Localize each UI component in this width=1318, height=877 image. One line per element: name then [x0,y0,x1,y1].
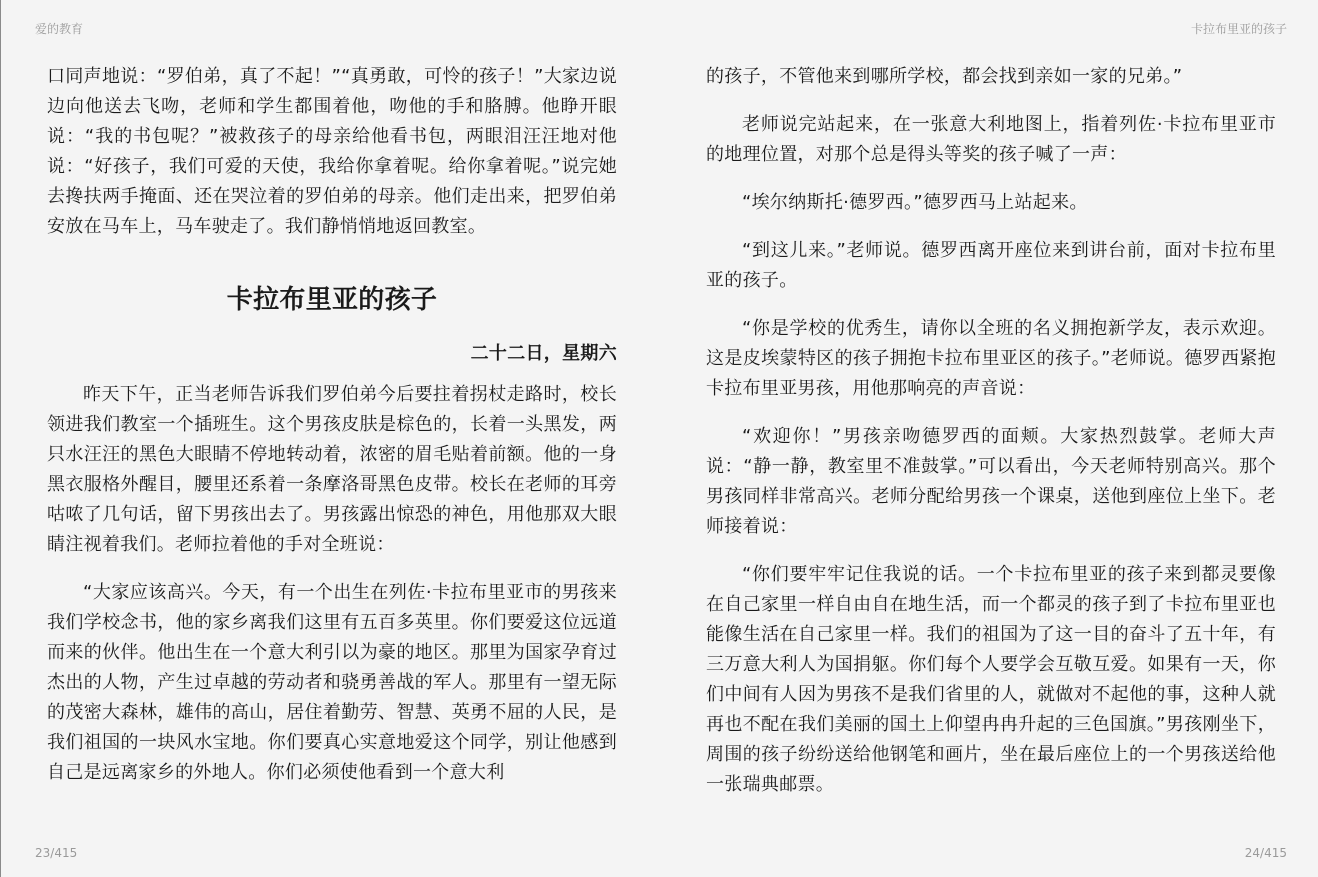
paragraph: “埃尔纳斯托·德罗西。”德罗西马上站起来。 [742,192,1088,213]
paragraph: 昨天下午，正当老师告诉我们罗伯弟今后要拄着拐杖走路时，校长领进我们教室一个插班生。这个男孩皮肤是棕色的，长着一头黑发，两只水汪汪的黑色大眼睛不停地转动着，浓密的眉毛贴着前额。他的一身黑衣服格外醒目，腰里还系着一条摩洛哥黑色皮带。校长在老师的耳旁咕哝了几句话，留下男孩出去了。男孩露出惊恐的神色，用他那双大眼睛注视着我们。老师拉着他的手对全班说： [47,384,617,555]
right-page[interactable] [659,0,1318,877]
right-page-text [706,62,1276,818]
paragraph: “到这儿来。”老师说。德罗西离开座位来到讲台前，面对卡拉布里亚的孩子。 [706,240,1276,291]
paragraph: “你是学校的优秀生，请你以全班的名义拥抱新学友，表示欢迎。这是皮埃蒙特区的孩子拥抱卡拉布里亚区的孩子。”老师说。德罗西紧抱卡拉布里亚男孩，用他那响亮的声音说： [706,318,1276,399]
paragraph: “你们要牢牢记住我说的话。一个卡拉布里亚的孩子来到都灵要像在自己家里一样自由自在地生活，而一个都灵的孩子到了卡拉布里亚也能像生活在自己家里一样。我们的祖国为了这一目的奋斗了五十年，有三万意大利人为国捐躯。你们每个人要学会互敬互爱。如果有一天，你们中间有人因为男孩不是我们省里的人，就做对不起他的事，这种人就再也不配在我们美丽的国土上仰望冉冉升起的三色国旗。”男孩刚坐下，周围的孩子纷纷送给他钢笔和画片，坐在最后座位上的一个男孩送给他一张瑞典邮票。 [706,564,1276,795]
page-number: 24/415 [1244,846,1287,860]
left-page-text [47,62,617,806]
running-head-book-title: 爱的教育 [35,22,84,36]
paragraph-continued: 的孩子，不管他来到哪所学校，都会找到亲如一家的兄弟。” [706,66,1183,87]
paragraph: “大家应该高兴。今天，有一个出生在列佐·卡拉布里亚市的男孩来我们学校念书，他的家乡离我们这里有五百多英里。你们要爱这位远道而来的伙伴。他出生在一个意大利引以为豪的地区。那里为国家孕育过杰出的人物，产生过卓越的劳动者和骁勇善战的军人。那里有一望无际的茂密大森林，雄伟的高山，居住着勤劳、智慧、英勇不屈的人民，是我们祖国的一块风水宝地。你们要真心实意地爱这个同学，别让他感到自己是远离家乡的外地人。你们必须使他看到一个意大利 [47,582,617,783]
chapter-date: 二十二日，星期六 [470,343,617,364]
paragraph-continued: 口同声地说：“罗伯弟，真了不起！”“真勇敢，可怜的孩子！”大家边说边向他送去飞吻，老师和学生都围着他，吻他的手和胳膊。他睁开眼说：“我的书包呢？”被救孩子的母亲给他看书包，两眼泪汪汪地对他说：“好孩子，我们可爱的天使，我给你拿着呢。给你拿着呢。”说完她去搀扶两手掩面、还在哭泣着的罗伯弟的母亲。他们走出来，把罗伯弟安放在马车上，马车驶走了。我们静悄悄地返回教室。 [47,66,617,237]
paragraph: “欢迎你！”男孩亲吻德罗西的面颊。大家热烈鼓掌。老师大声说：“静一静，教室里不准鼓掌。”可以看出，今天老师特别高兴。那个男孩同样非常高兴。老师分配给男孩一个课桌，送他到座位上坐下。老师接着说： [706,426,1276,537]
paragraph: 老师说完站起来，在一张意大利地图上，指着列佐·卡拉布里亚市的地理位置，对那个总是得头等奖的孩子喊了一声： [706,114,1276,165]
running-head-chapter-title: 卡拉布里亚的孩子 [1190,22,1287,36]
page-number: 23/415 [35,846,78,860]
chapter-title: 卡拉布里亚的孩子 [226,285,438,315]
